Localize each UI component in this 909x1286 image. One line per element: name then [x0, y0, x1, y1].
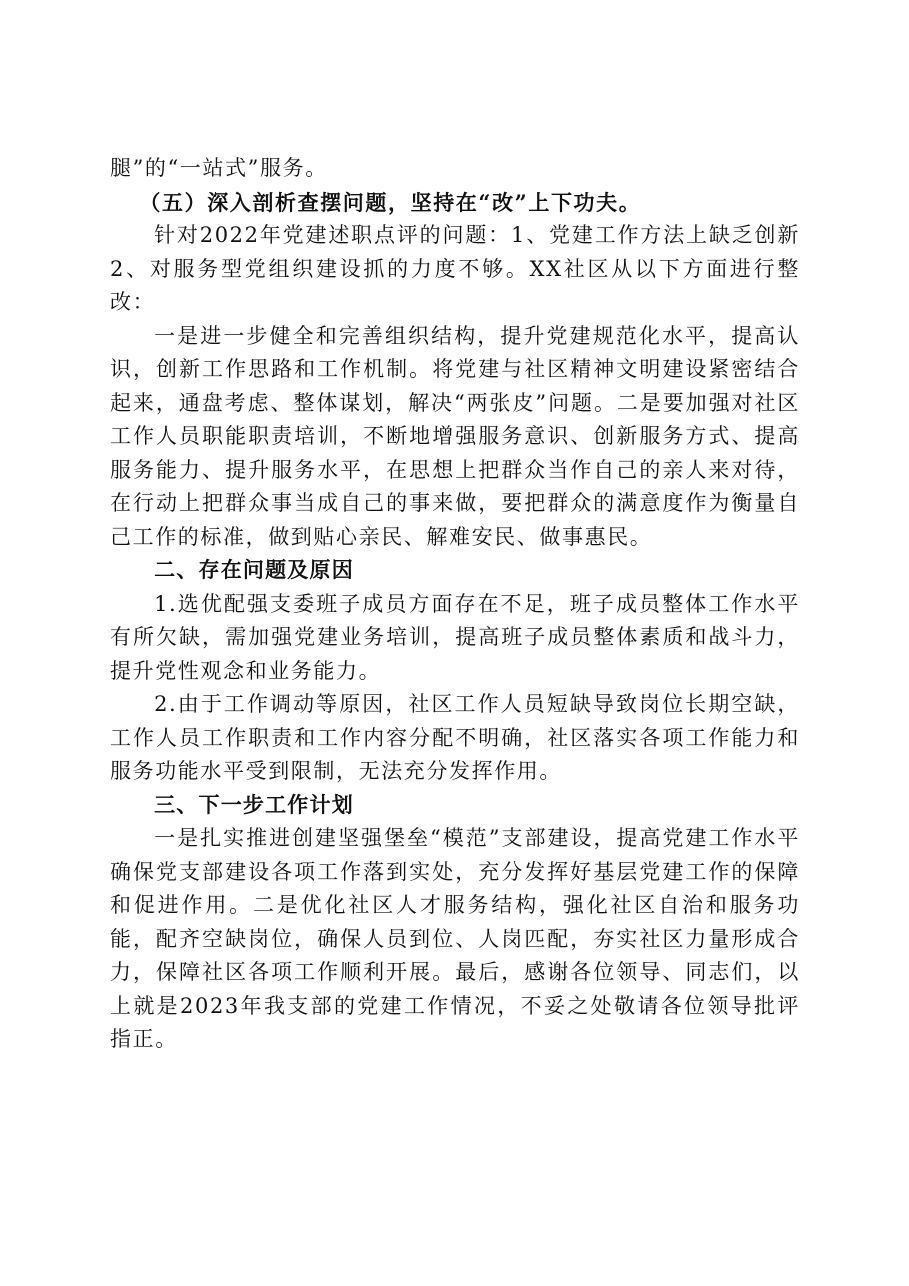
section-heading-next-plan: 三、下一步工作计划: [154, 792, 354, 817]
paragraph-next-plan: 一是扎实推进创建坚强堡垒“模范”支部建设，提高党建工作水平确保党支部建设各项工作落到实处，充分发挥好基层党建工作的保障和促进作用。二是优化社区人才服务结构，强化社区自治和服务功能，配齐空缺岗位，确保人员到位、人岗匹配，夯实社区力量形成合力，保障社区各项工作顺利开展。最后，感谢各位领导、同志们，以上就是2023年我支部的党建工作情况，不妥之处敬请各位领导批评指正。: [110, 826, 800, 1051]
paragraph-problem-two: 2.由于工作调动等原因，社区工作人员短缺导致岗位长期空缺，工作人员工作职责和工作内容分配不明确，社区落实各项工作能力和服务功能水平受到限制，无法充分发挥作用。: [110, 692, 800, 783]
document-body: [110, 152, 800, 1057]
section-subheading-five: （五）深入剖析查摆问题，坚持在“改”上下功夫。: [139, 189, 642, 215]
paragraph-rectification-intro: 针对2022年党建述职点评的问题：1、党建工作方法上缺乏创新2、对服务型党组织建设抓的力度不够。XX社区从以下方面进行整改：: [110, 223, 800, 314]
paragraph-continuation: 腿”的“一站式”服务。: [110, 156, 328, 180]
paragraph-problem-one: 1.选优配强支委班子成员方面存在不足，班子成员整体工作水平有所欠缺，需加强党建业务培训，提高班子成员整体素质和战斗力，提升党性观念和业务能力。: [110, 591, 800, 683]
paragraph-rectification-measures: 一是进一步健全和完善组织结构，提升党建规范化水平，提高认识，创新工作思路和工作机制。将党建与社区精神文明建设紧密结合起来，通盘考虑、整体谋划，解决“两张皮”问题。二是要加强对社区工作人员职能职责培训，不断地增强服务意识、创新服务方式、提高服务能力、提升服务水平，在思想上把群众当作自己的亲人来对待，在行动上把群众事当成自己的事来做，要把群众的满意度作为衡量自己工作的标准，做到贴心亲民、解难安民、做事惠民。: [110, 323, 800, 549]
section-heading-problems: 二、存在问题及原因: [154, 558, 354, 582]
